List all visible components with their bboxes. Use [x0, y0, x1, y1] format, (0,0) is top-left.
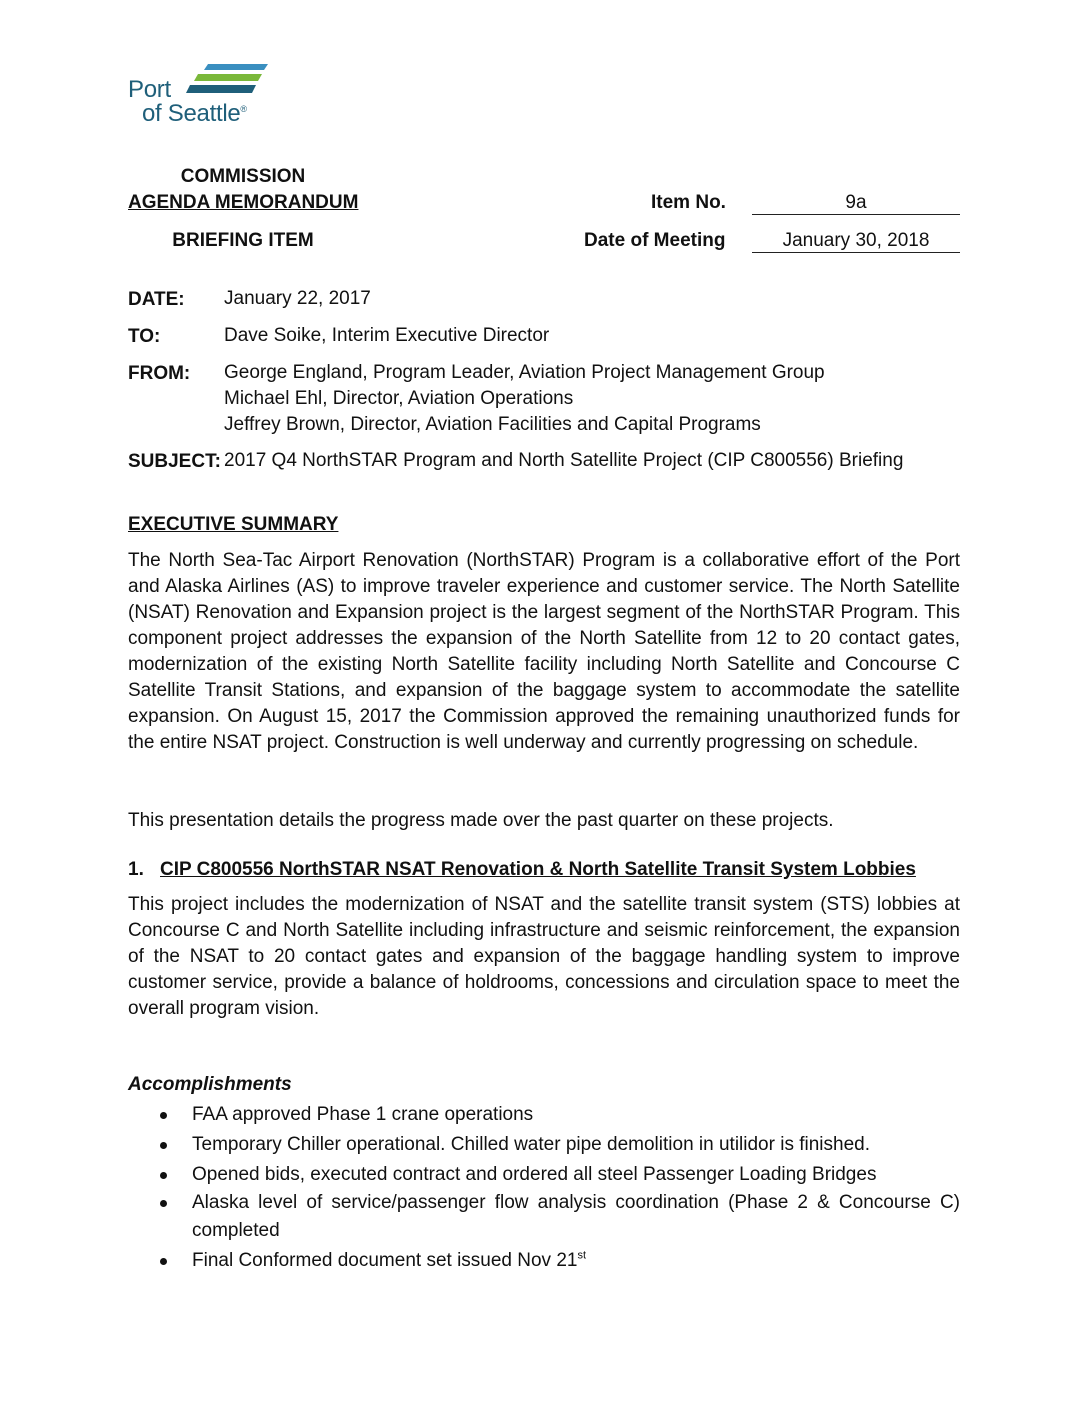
subject-value: 2017 Q4 NorthSTAR Program and North Satellite Project (CIP C800556) Briefing: [224, 450, 904, 471]
bullet-icon: [160, 1142, 167, 1149]
from-value-2: Michael Ehl, Director, Aviation Operations: [224, 388, 574, 409]
executive-summary-paragraph: The North Sea-Tac Airport Renovation (NorthSTAR) Program is a collaborative effort of the Port and Alaska Airlines (AS) to improve traveler experience and customer service. The North Satellite (NSAT) Renovation and Expansion project is the largest segment of the NorthSTAR Program. This component project addresses the expansion of the North Satellite from 12 to 20 contact gates, modernization of the existing North Satellite facility including North Satellite and Concourse C Satellite Transit Stations, and expansion of the baggage system to accommodate the satellite expansion. On August 15, 2017 the Commission approved the remaining unauthorized funds for the entire NSAT project. Construction is well underway and currently progressing on schedule.: [128, 550, 960, 753]
item-no-value: 9a: [845, 192, 867, 213]
accomplishment-text: Opened bids, executed contract and ordered all steel Passenger Loading Bridges: [192, 1164, 877, 1185]
item-no-label: Item No.: [651, 192, 726, 213]
bullet-icon: [160, 1172, 167, 1179]
accomplishment-text: FAA approved Phase 1 crane operations: [192, 1104, 534, 1125]
accomplishment-item: [160, 1161, 960, 1189]
section-1-paragraph: This project includes the modernization of NSAT and the satellite transit system (STS) lobbies at Concourse C and North Satellite including infrastructure and seismic reinforcement, the expansion of the NSAT to 20 contact gates and expansion of the baggage handling system to improve customer service, provide a balance of holdrooms, concessions and circulation space to meet the overall program vision.: [128, 894, 960, 1019]
presentation-note: This presentation details the progress made over the past quarter on these projects.: [128, 810, 834, 831]
accomplishment-item: [160, 1101, 960, 1129]
to-value: Dave Soike, Interim Executive Director: [224, 325, 550, 346]
accomplishment-text: Temporary Chiller operational. Chilled water pipe demolition in utilidor is finished.: [192, 1134, 870, 1155]
to-label: TO:: [128, 326, 161, 347]
executive-summary-heading: EXECUTIVE SUMMARY: [128, 514, 339, 535]
date-value: January 22, 2017: [224, 288, 371, 309]
port-of-seattle-logo: [126, 62, 271, 128]
from-label: FROM:: [128, 363, 191, 384]
accomplishment-item: [160, 1189, 960, 1245]
meeting-date-value: January 30, 2018: [782, 230, 930, 251]
ordinal-superscript: st: [577, 1249, 587, 1262]
logo-text-seattle-label: of Seattle: [142, 100, 241, 127]
from-value-1: George England, Program Leader, Aviation Project Management Group: [224, 362, 825, 383]
item-type: BRIEFING ITEM: [172, 230, 314, 251]
accomplishment-item: [160, 1247, 960, 1275]
bullet-icon: [160, 1112, 167, 1119]
date-label: DATE:: [128, 289, 185, 310]
accomplishment-item: [160, 1131, 960, 1159]
memo-title-commission: COMMISSION: [180, 166, 306, 187]
section-1-heading: CIP C800556 NorthSTAR NSAT Renovation & North Satellite Transit System Lobbies: [160, 859, 916, 880]
memo-title-agenda: AGENDA MEMORANDUM: [128, 192, 359, 213]
logo-text-seattle: [142, 102, 247, 126]
accomplishments-list: [160, 1101, 960, 1275]
accomplishment-text: Final Conformed document set issued Nov 21: [192, 1250, 578, 1271]
accomplishments-heading: Accomplishments: [128, 1074, 292, 1095]
bullet-icon: [160, 1200, 167, 1207]
registered-mark: ®: [240, 104, 247, 114]
bullet-icon: [160, 1258, 167, 1265]
section-1-number: 1.: [128, 859, 144, 880]
item-no-underline: [752, 214, 960, 215]
accomplishment-text: Alaska level of service/passenger flow analysis coordination (Phase 2 & Concourse C) completed: [192, 1192, 960, 1241]
subject-label: SUBJECT:: [128, 451, 221, 472]
logo-stripes-icon: [186, 62, 271, 98]
logo-text-port: Port: [128, 76, 171, 103]
meeting-date-underline: [752, 252, 960, 253]
from-value-3: Jeffrey Brown, Director, Aviation Facilities and Capital Programs: [224, 414, 761, 435]
meeting-date-label: Date of Meeting: [584, 230, 726, 251]
